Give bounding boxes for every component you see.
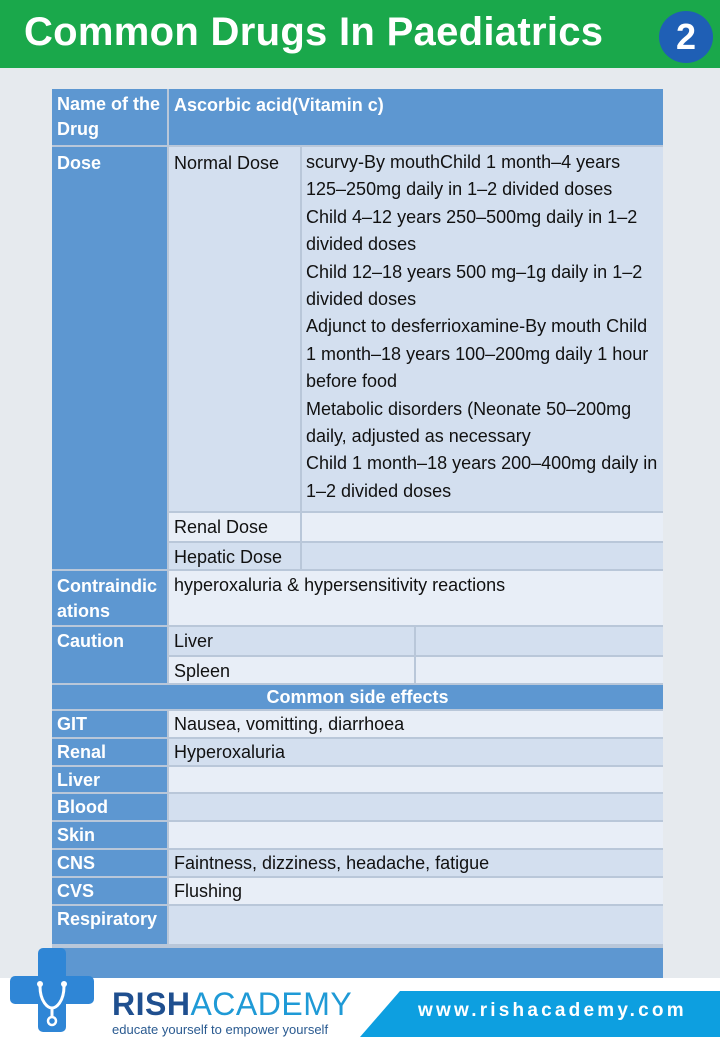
side-effect-value bbox=[169, 822, 663, 848]
side-effect-system: Renal bbox=[52, 739, 167, 765]
drug-name-value: Ascorbic acid(Vitamin c) bbox=[169, 89, 663, 145]
dose-line: Child 1 month–18 years 200–400mg daily in 1–2 divided doses bbox=[306, 453, 658, 501]
brand-tagline: educate yourself to empower yourself bbox=[112, 1022, 329, 1037]
contraindications-value: hyperoxaluria & hypersensitivity reactions bbox=[169, 571, 663, 625]
brand-name bbox=[112, 986, 352, 1023]
contraindications-label: Contraindications bbox=[52, 571, 167, 625]
caution-extra-cell bbox=[416, 657, 663, 683]
side-effect-value: Nausea, vomitting, diarrhoea bbox=[169, 711, 663, 737]
side-effect-system: Liver bbox=[52, 767, 167, 792]
medical-cross-logo-icon bbox=[10, 946, 94, 1034]
caution-item: Liver bbox=[169, 627, 414, 655]
side-effect-value: Faintness, dizziness, headache, fatigue bbox=[169, 850, 663, 876]
brand-part-rish: RISH bbox=[112, 986, 191, 1022]
normal-dose-label: Normal Dose bbox=[169, 147, 300, 511]
dose-line: Metabolic disorders (Neonate 50–200mg daily, adjusted as necessary bbox=[306, 398, 632, 447]
dose-line: Child 4–12 years 250–500mg daily in 1–2 divided doses bbox=[306, 206, 638, 255]
renal-dose-value bbox=[302, 513, 663, 541]
table-footer-band bbox=[52, 948, 663, 979]
dose-line: scurvy-By mouthChild 1 month–4 years 125–250mg daily in 1–2 divided doses bbox=[306, 152, 621, 200]
side-effect-value bbox=[169, 767, 663, 792]
side-effect-system: Respiratory bbox=[52, 906, 167, 944]
drug-name-label: Name of the Drug bbox=[52, 89, 167, 145]
side-effect-system: Blood bbox=[52, 794, 167, 820]
brand-part-academy: ACADEMY bbox=[190, 986, 353, 1022]
side-effect-system: GIT bbox=[52, 711, 167, 737]
caution-extra-cell bbox=[416, 627, 663, 655]
caution-label: Caution bbox=[52, 627, 167, 683]
side-effect-system: Skin bbox=[52, 822, 167, 848]
side-effect-system: CNS bbox=[52, 850, 167, 876]
drug-table bbox=[52, 89, 663, 979]
page-number-badge: 2 bbox=[659, 11, 713, 63]
website-link[interactable]: www.rishacademy.com bbox=[418, 1000, 687, 1021]
caution-item: Spleen bbox=[169, 657, 414, 683]
normal-dose-text bbox=[302, 147, 663, 511]
hepatic-dose-value bbox=[302, 543, 663, 569]
page-title: Common Drugs In Paediatrics bbox=[24, 10, 604, 54]
side-effect-system: CVS bbox=[52, 878, 167, 904]
side-effect-value: Flushing bbox=[169, 878, 663, 904]
renal-dose-label: Renal Dose bbox=[169, 513, 300, 541]
side-effect-value bbox=[169, 794, 663, 820]
hepatic-dose-label: Hepatic Dose bbox=[169, 543, 300, 569]
dose-line: Child 12–18 years 500 mg–1g daily in 1–2 divided doses bbox=[306, 261, 643, 310]
dose-label: Dose bbox=[52, 147, 167, 569]
side-effect-value bbox=[169, 906, 663, 944]
dose-line: Adjunct to desferrioxamine-By mouth Child 1 month–18 years 100–200mg daily 1 hour before food bbox=[306, 316, 649, 392]
side-effects-heading: Common side effects bbox=[52, 685, 663, 709]
page-header bbox=[0, 0, 720, 68]
side-effect-value: Hyperoxaluria bbox=[169, 739, 663, 765]
